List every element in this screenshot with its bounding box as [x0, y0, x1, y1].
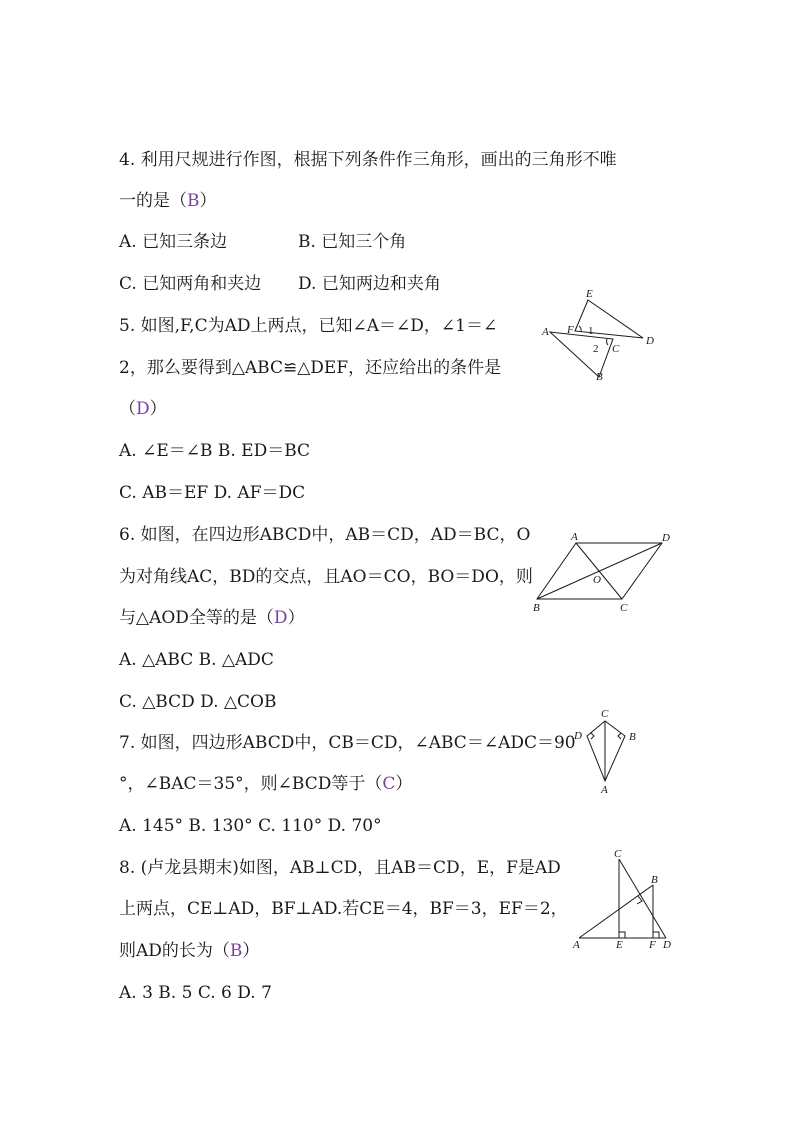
q8-figure — [566, 845, 678, 955]
q7-right-angle-d — [591, 733, 594, 739]
q5-label-e: E — [586, 288, 593, 300]
q7-text-end: ） — [395, 774, 413, 794]
q6-line1: 6. 如图，在四边形ABCD中，AB＝CD，AD＝BC，O — [119, 525, 531, 545]
q5-label-c: C — [612, 343, 620, 355]
q6-text: 与△AOD全等的是（ — [119, 608, 274, 628]
q4-text: 一的是（ — [119, 191, 187, 211]
q6-line2: 为对角线AC，BD的交点，且AO＝CO，BO＝DO，则 — [119, 567, 533, 587]
q8-label-a: A — [573, 939, 580, 951]
q5-line2: 2，那么要得到△ABC≌△DEF，还应给出的条件是 — [119, 358, 502, 378]
q5-text-end: ） — [149, 399, 167, 419]
q8-line2: 上两点，CE⊥AD，BF⊥AD.若CE＝4，BF＝3，EF＝2， — [119, 899, 568, 919]
q8-text-end: ） — [242, 941, 260, 961]
q5-label-d: D — [646, 335, 654, 347]
q4-option-a: A. 已知三条边 — [119, 232, 228, 252]
q8-line1: 8. (卢龙县期末)如图，AB⊥CD，且AB＝CD，E，F是AD — [119, 858, 561, 878]
q6-diagonal-bd — [537, 543, 662, 599]
q6-label-c: C — [620, 602, 628, 614]
q5-options-cd: C. AB＝EF D. AF＝DC — [119, 483, 306, 503]
q7-label-c: C — [601, 708, 609, 720]
q6-figure — [528, 527, 678, 617]
q7-right-angle-b — [618, 733, 621, 739]
q6-label-d: D — [662, 532, 670, 544]
q8-label-f: F — [649, 939, 656, 951]
q4-option-d: D. 已知两边和夹角 — [298, 274, 441, 294]
q6-answer: D — [273, 608, 288, 628]
q4-line2 — [119, 190, 217, 212]
q4-line1: 4. 利用尺规进行作图，根据下列条件作三角形，画出的三角形不唯 — [119, 150, 617, 170]
q7-label-a: A — [601, 784, 608, 796]
q7-label-b: B — [629, 731, 636, 743]
q8-label-b: B — [651, 874, 658, 886]
q6-label-b: B — [533, 602, 540, 614]
q5-angle-mark-2 — [607, 339, 608, 345]
q4-text-end: ） — [199, 191, 217, 211]
q7-quadrilateral — [587, 721, 625, 781]
q8-options: A. 3 B. 5 C. 6 D. 7 — [119, 983, 272, 1003]
q8-label-c: C — [614, 848, 622, 860]
q8-right-angle-f — [653, 932, 659, 938]
q5-label-2: 2 — [593, 343, 599, 355]
q6-label-o: O — [593, 574, 601, 586]
q5-options-ab: A. ∠E＝∠B B. ED＝BC — [119, 441, 311, 461]
q5-label-b: B — [596, 371, 603, 383]
q4-option-c: C. 已知两角和夹边 — [119, 274, 262, 294]
q5-figure — [538, 284, 663, 384]
q8-label-e: E — [616, 939, 623, 951]
q8-right-angle-e — [619, 932, 625, 938]
q5-line3 — [119, 398, 167, 420]
q5-triangle-def — [575, 300, 643, 338]
q5-text: （ — [119, 399, 136, 419]
q5-answer: D — [136, 399, 150, 419]
q4-option-b: B. 已知三个角 — [298, 232, 407, 252]
q5-label-a: A — [542, 326, 549, 338]
q6-options-ab: A. △ABC B. △ADC — [119, 650, 274, 670]
q6-text-end: ） — [287, 608, 305, 628]
q8-segment-ab — [579, 885, 653, 938]
q7-text: °，∠BAC＝35°，则∠BCD等于（ — [119, 774, 383, 794]
q7-label-d: D — [574, 730, 582, 742]
q7-line2 — [119, 773, 412, 795]
q8-segment-cd — [619, 859, 666, 938]
q5-label-1: 1 — [588, 325, 594, 337]
q5-label-f: F — [567, 324, 574, 336]
q7-answer: C — [382, 774, 396, 794]
q5-line1: 5. 如图,F,C为AD上两点，已知∠A＝∠D，∠1＝∠ — [119, 316, 498, 336]
q6-options-cd: C. △BCD D. △COB — [119, 692, 277, 712]
q8-answer: B — [229, 941, 243, 961]
q8-label-d: D — [663, 939, 671, 951]
q7-options: A. 145° B. 130° C. 110° D. 70° — [119, 816, 382, 836]
q6-label-a: A — [571, 531, 578, 543]
q8-line3 — [119, 940, 259, 962]
q8-text: 则AD的长为（ — [119, 941, 230, 961]
q4-answer: B — [187, 191, 200, 211]
q7-figure — [560, 706, 650, 796]
q5-triangle-abc — [550, 332, 613, 377]
q7-line1: 7. 如图，四边形ABCD中，CB＝CD，∠ABC＝∠ADC＝90 — [119, 733, 576, 753]
q6-line3 — [119, 607, 305, 629]
